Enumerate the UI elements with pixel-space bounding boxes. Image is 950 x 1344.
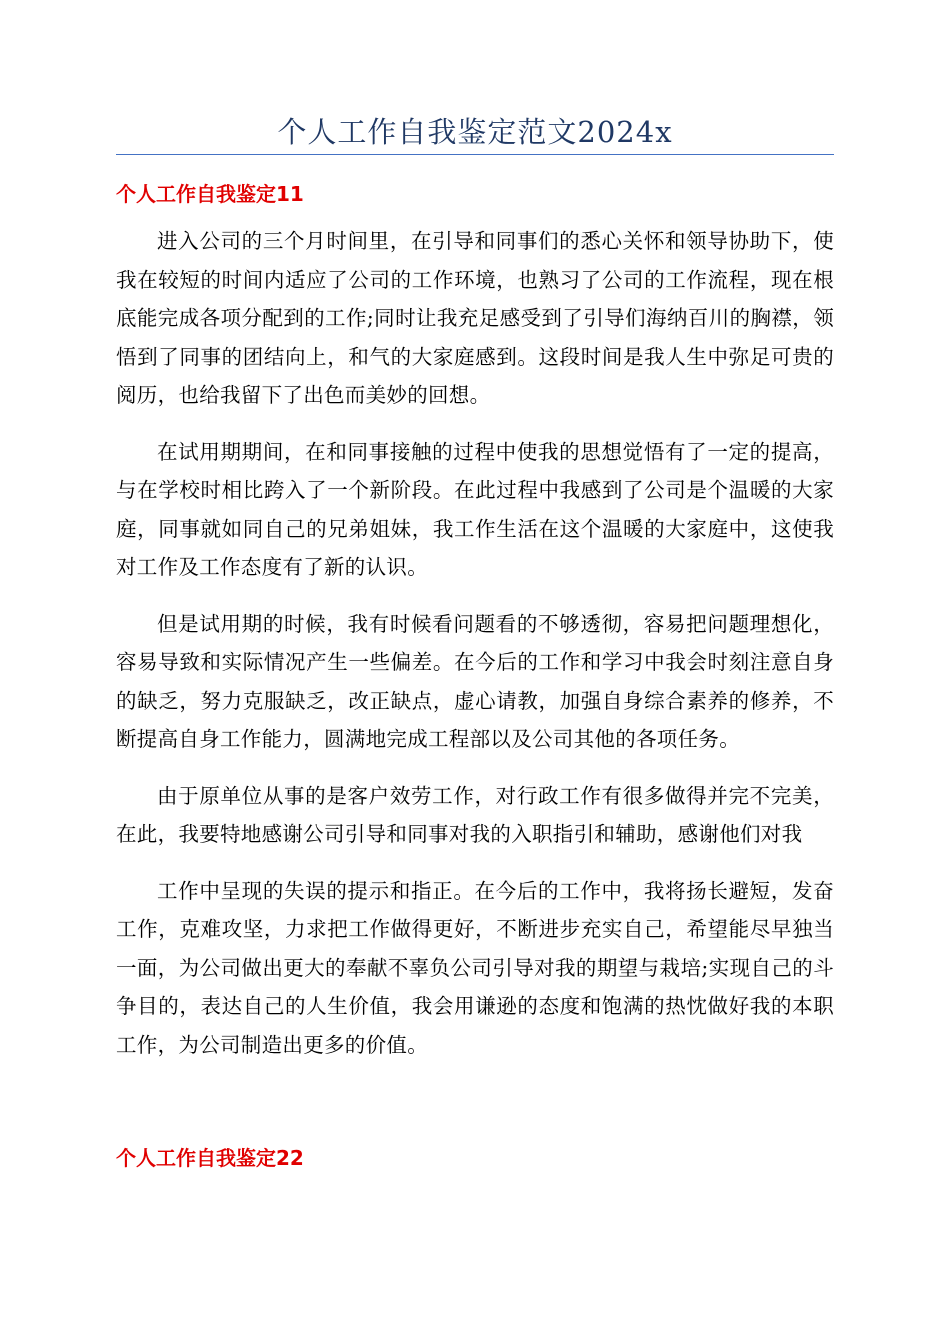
paragraph-2: 在试用期期间，在和同事接触的过程中使我的思想觉悟有了一定的提高，与在学校时相比跨入了一个新阶段。在此过程中我感到了公司是个温暖的大家庭，同事就如同自己的兄弟姐妹，我工作生活在这个温暖的大家庭中，这使我对工作及工作态度有了新的认识。 xyxy=(116,439,834,579)
title-underline xyxy=(116,154,834,155)
section-heading-2: 个人工作自我鉴定22 xyxy=(116,1146,304,1170)
document-title: 个人工作自我鉴定范文2024x xyxy=(277,115,673,149)
section-1-body xyxy=(116,222,834,1082)
paragraph-1: 进入公司的三个月时间里，在引导和同事们的悉心关怀和领导协助下，使我在较短的时间内适应了公司的工作环境，也熟习了公司的工作流程，现在根底能完成各项分配到的工作;同时让我充足感受到了引导们海纳百川的胸襟，领悟到了同事的团结向上，和气的大家庭感到。这段时间是我人生中弥足可贵的阅历，也给我留下了出色而美妙的回想。 xyxy=(116,229,834,407)
paragraph-4: 由于原单位从事的是客户效劳工作，对行政工作有很多做得并完不完美，在此，我要特地感谢公司引导和同事对我的入职指引和辅助，感谢他们对我 xyxy=(116,783,834,846)
paragraph-5: 工作中呈现的失误的提示和指正。在今后的工作中，我将扬长避短，发奋工作，克难攻坚，力求把工作做得更好，不断进步充实自己，希望能尽早独当一面，为公司做出更大的奉献不辜负公司引导对我的期望与栽培;实现自己的斗争目的，表达自己的人生价值，我会用谦逊的态度和饱满的热忱做好我的本职工作，为公司制造出更多的价值。 xyxy=(116,878,834,1057)
paragraph-3: 但是试用期的时候，我有时候看问题看的不够透彻，容易把问题理想化，容易导致和实际情况产生一些偏差。在今后的工作和学习中我会时刻注意自身的缺乏，努力克服缺乏，改正缺点，虚心请教，加强自身综合素养的修养，不断提高自身工作能力，圆满地完成工程部以及公司其他的各项任务。 xyxy=(116,611,834,751)
section-heading-1: 个人工作自我鉴定11 xyxy=(116,182,304,206)
